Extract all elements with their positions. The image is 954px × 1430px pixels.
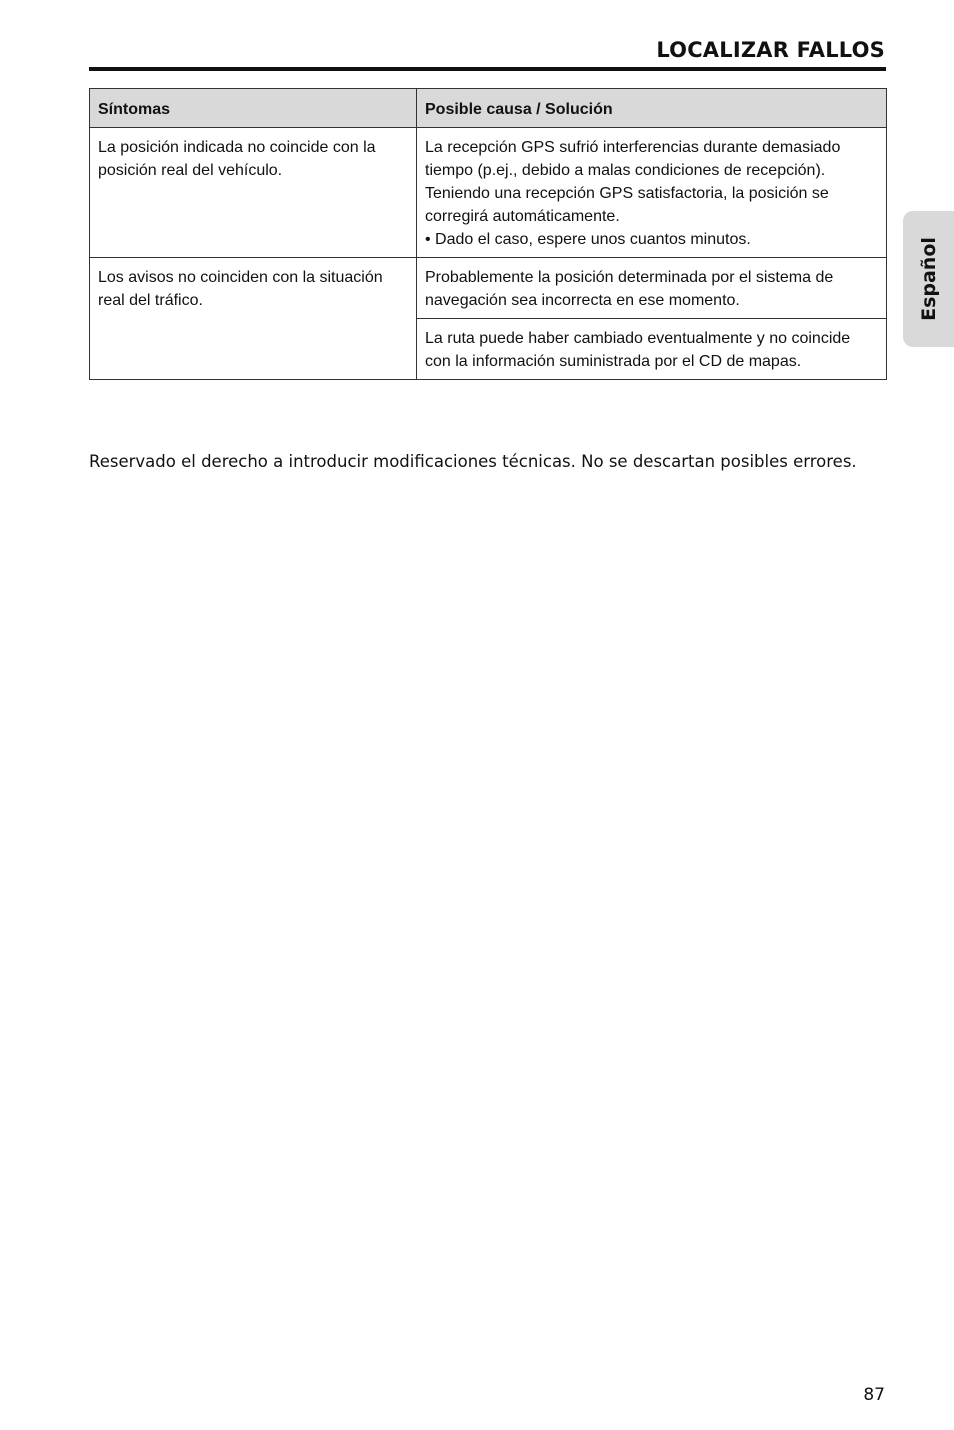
section-title: LOCALIZAR FALLOS bbox=[656, 38, 885, 62]
symptom-text: Los avisos no coinciden con la situación real del tráfico. bbox=[98, 269, 383, 309]
table-row bbox=[90, 258, 887, 319]
solution-cell bbox=[417, 128, 887, 258]
solution-text: La recepción GPS sufrió interferencias durante demasiado tiempo (p.ej., debido a malas condiciones de recepción). Teniendo una recepción GPS satisfactoria, la posición se corregirá automáticamente. • Dado el caso, espere unos cuantos minutos. bbox=[425, 139, 841, 248]
page-number: 87 bbox=[863, 1385, 885, 1405]
disclaimer-text: Reservado el derecho a introducir modificaciones técnicas. No se descartan posibles errores. bbox=[89, 452, 857, 471]
solution-text: La ruta puede haber cambiado eventualmente y no coincide con la información suministrada por el CD de mapas. bbox=[425, 330, 851, 370]
symptom-cell bbox=[90, 128, 417, 258]
title-rule bbox=[89, 67, 886, 71]
troubleshooting-table bbox=[89, 88, 887, 380]
table-row bbox=[90, 128, 887, 258]
symptom-text: La posición indicada no coincide con la posición real del vehículo. bbox=[98, 139, 376, 179]
table-header-row bbox=[90, 89, 887, 128]
symptom-cell bbox=[90, 258, 417, 380]
language-tab-label: Español bbox=[917, 237, 940, 321]
solution-cell bbox=[417, 258, 887, 319]
solution-cell bbox=[417, 319, 887, 380]
column-header-symptoms: Síntomas bbox=[90, 89, 417, 128]
language-tab bbox=[903, 211, 954, 347]
column-header-cause-solution: Posible causa / Solución bbox=[417, 89, 887, 128]
solution-text: Probablemente la posición determinada por el sistema de navegación sea incorrecta en ese momento. bbox=[425, 269, 834, 309]
